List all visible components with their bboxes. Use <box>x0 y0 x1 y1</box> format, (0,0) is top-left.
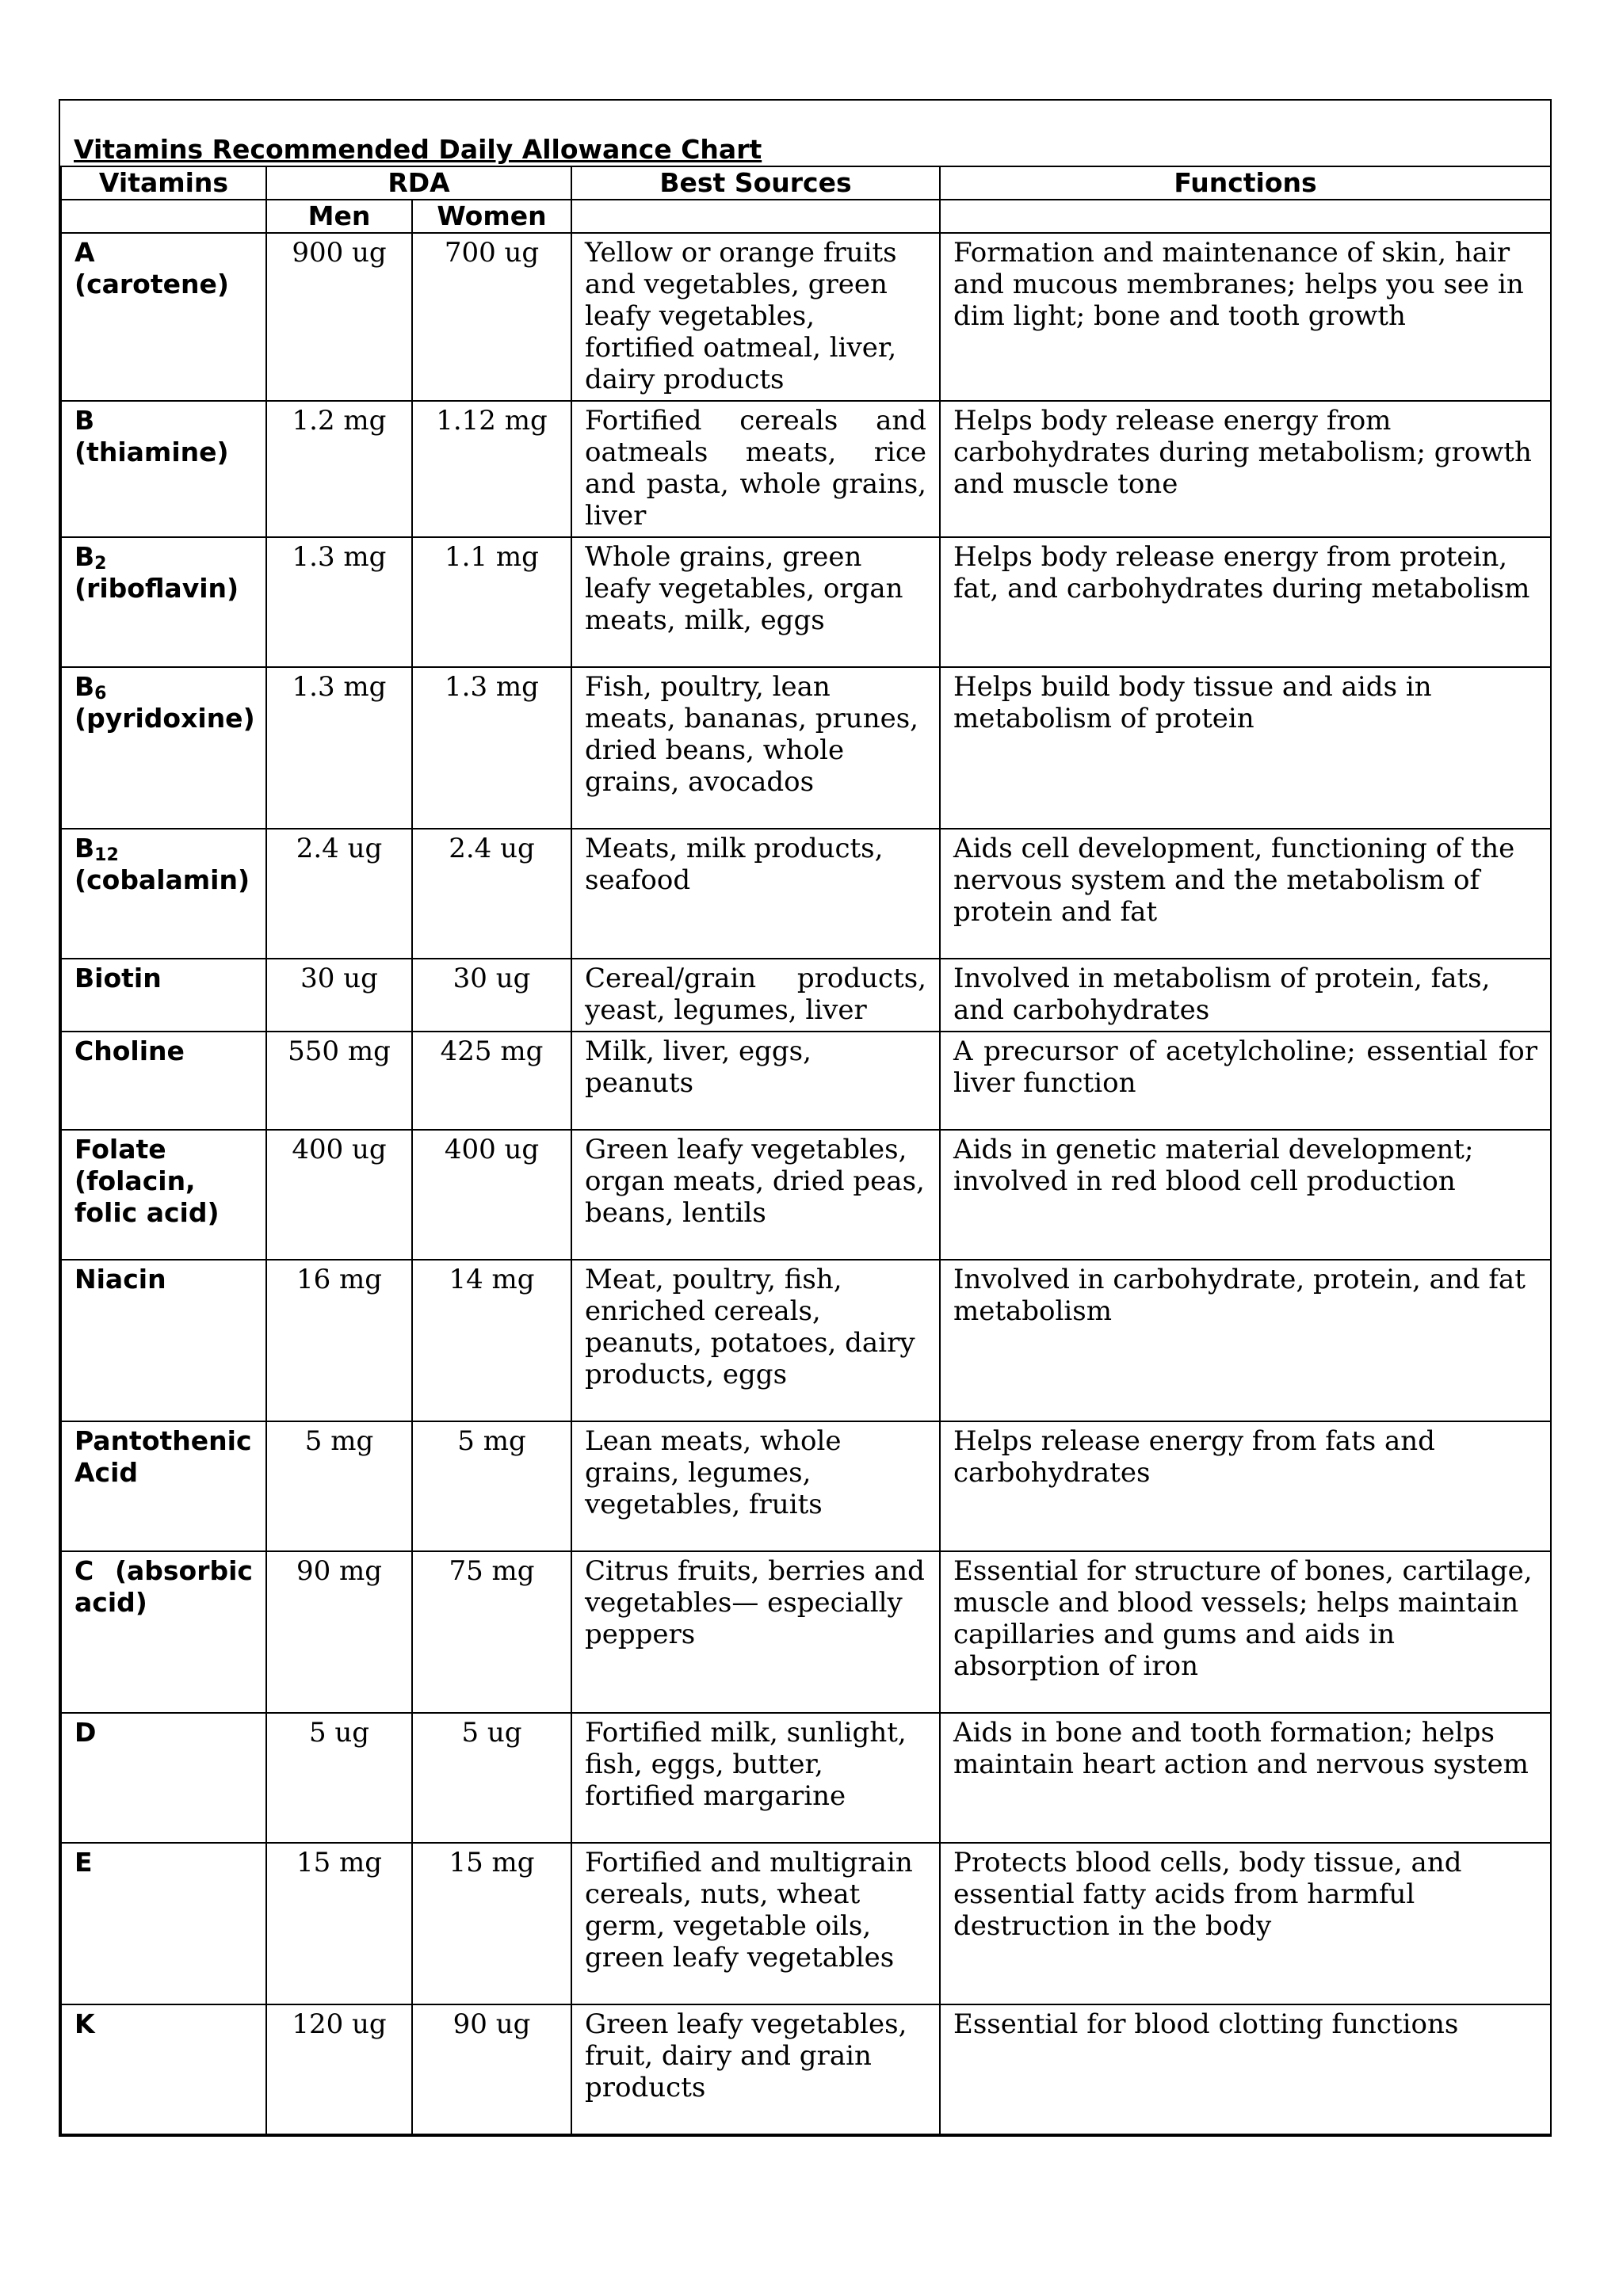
rda-women: 2.4 ug <box>412 829 571 959</box>
rda-women: 90 ug <box>412 2004 571 2134</box>
best-sources: Citrus fruits, berries and vegetables— especially peppers <box>571 1551 940 1713</box>
rda-men: 1.3 mg <box>266 537 412 667</box>
rda-men: 5 mg <box>266 1421 412 1551</box>
functions: Protects blood cells, body tissue, and essential fatty acids from harmful destruction in the body <box>940 1843 1551 2004</box>
vitamin-name: Niacin <box>61 1260 266 1421</box>
rda-women: 5 ug <box>412 1713 571 1843</box>
rda-men: 550 mg <box>266 1032 412 1130</box>
functions: Essential for blood clotting functions <box>940 2004 1551 2134</box>
vitamin-name: Biotin <box>61 959 266 1032</box>
header-row <box>61 166 1551 200</box>
vitamin-name: Pantothenic Acid <box>61 1421 266 1551</box>
header-rda: RDA <box>266 166 571 200</box>
rda-women: 1.1 mg <box>412 537 571 667</box>
subheader-empty <box>61 200 266 233</box>
vitamin-name <box>61 537 266 667</box>
chart-title: Vitamins Recommended Daily Allowance Chart <box>61 101 1551 166</box>
vitamins-table <box>60 101 1552 2135</box>
rda-women: 1.3 mg <box>412 667 571 829</box>
table-row <box>61 1032 1551 1130</box>
rda-women: 1.12 mg <box>412 401 571 537</box>
rda-men: 400 ug <box>266 1130 412 1260</box>
best-sources: Meat, poultry, fish, enriched cereals, peanuts, potatoes, dairy products, eggs <box>571 1260 940 1421</box>
vitamin-chemical-name: (pyridoxine) <box>74 703 255 734</box>
table-row <box>61 1421 1551 1551</box>
functions: Aids in genetic material development; involved in red blood cell production <box>940 1130 1551 1260</box>
rda-men: 120 ug <box>266 2004 412 2134</box>
subheader-empty <box>940 200 1551 233</box>
vitamin-subscript: 2 <box>94 554 107 574</box>
best-sources: Fortified cereals and oatmeals meats, rice and pasta, whole grains, liver <box>571 401 940 537</box>
rda-women: 75 mg <box>412 1551 571 1713</box>
best-sources: Fortified and multigrain cereals, nuts, wheat germ, vegetable oils, green leafy vegetables <box>571 1843 940 2004</box>
vitamin-name: Folate (folacin, folic acid) <box>61 1130 266 1260</box>
best-sources: Yellow or orange fruits and vegetables, green leafy vegetables, fortified oatmeal, liver, dairy products <box>571 233 940 401</box>
rda-women: 14 mg <box>412 1260 571 1421</box>
header-women: Women <box>412 200 571 233</box>
vitamin-chemical-name: (riboflavin) <box>74 573 239 604</box>
vitamin-name <box>61 667 266 829</box>
rda-men: 900 ug <box>266 233 412 401</box>
table-row <box>61 233 1551 401</box>
table-row <box>61 2004 1551 2134</box>
rda-men: 90 mg <box>266 1551 412 1713</box>
header-men: Men <box>266 200 412 233</box>
table-row <box>61 1130 1551 1260</box>
vitamin-name: B (thiamine) <box>61 401 266 537</box>
rda-men: 1.2 mg <box>266 401 412 537</box>
functions: A precursor of acetylcholine; essential for liver function <box>940 1032 1551 1130</box>
best-sources: Milk, liver, eggs, peanuts <box>571 1032 940 1130</box>
vitamin-subscript: 12 <box>94 845 119 865</box>
functions: Helps body release energy from carbohydrates during metabolism; growth and muscle tone <box>940 401 1551 537</box>
rda-women: 425 mg <box>412 1032 571 1130</box>
functions: Formation and maintenance of skin, hair and mucous membranes; helps you see in dim light; bone and tooth growth <box>940 233 1551 401</box>
vitamin-name: E <box>61 1843 266 2004</box>
rda-men: 30 ug <box>266 959 412 1032</box>
rda-women: 400 ug <box>412 1130 571 1260</box>
rda-men: 15 mg <box>266 1843 412 2004</box>
rda-women: 30 ug <box>412 959 571 1032</box>
vitamin-letter: B <box>74 833 95 864</box>
header-functions: Functions <box>940 166 1551 200</box>
best-sources: Meats, milk products, seafood <box>571 829 940 959</box>
vitamin-name: A (carotene) <box>61 233 266 401</box>
functions: Aids in bone and tooth formation; helps maintain heart action and nervous system <box>940 1713 1551 1843</box>
rda-women: 15 mg <box>412 1843 571 2004</box>
table-row <box>61 1551 1551 1713</box>
functions: Helps release energy from fats and carbohydrates <box>940 1421 1551 1551</box>
best-sources: Green leafy vegetables, organ meats, dried peas, beans, lentils <box>571 1130 940 1260</box>
functions: Involved in metabolism of protein, fats, and carbohydrates <box>940 959 1551 1032</box>
best-sources: Fortified milk, sunlight, fish, eggs, butter, fortified margarine <box>571 1713 940 1843</box>
rda-men: 1.3 mg <box>266 667 412 829</box>
best-sources: Whole grains, green leafy vegetables, organ meats, milk, eggs <box>571 537 940 667</box>
vitamin-chemical-name: (cobalamin) <box>74 864 250 895</box>
table-row <box>61 667 1551 829</box>
table-row <box>61 1843 1551 2004</box>
rda-women: 700 ug <box>412 233 571 401</box>
vitamin-letter: B <box>74 541 95 572</box>
best-sources: Fish, poultry, lean meats, bananas, prunes, dried beans, whole grains, avocados <box>571 667 940 829</box>
functions: Helps build body tissue and aids in metabolism of protein <box>940 667 1551 829</box>
header-vitamins: Vitamins <box>61 166 266 200</box>
vitamin-subscript: 6 <box>94 684 107 704</box>
table-row <box>61 401 1551 537</box>
functions: Essential for structure of bones, cartilage, muscle and blood vessels; helps maintain capillaries and gums and aids in absorption of iron <box>940 1551 1551 1713</box>
vitamin-name <box>61 829 266 959</box>
table-row <box>61 1260 1551 1421</box>
table-row <box>61 959 1551 1032</box>
table-row <box>61 1713 1551 1843</box>
header-best-sources: Best Sources <box>571 166 940 200</box>
rda-chart-document <box>59 99 1552 2137</box>
vitamin-letter: B <box>74 671 95 702</box>
best-sources: Cereal/grain products, yeast, legumes, liver <box>571 959 940 1032</box>
vitamin-name: C (absorbic acid) <box>61 1551 266 1713</box>
vitamin-name: D <box>61 1713 266 1843</box>
vitamin-name: Choline <box>61 1032 266 1130</box>
rda-men: 2.4 ug <box>266 829 412 959</box>
subheader-row <box>61 200 1551 233</box>
table-row <box>61 829 1551 959</box>
functions: Involved in carbohydrate, protein, and fat metabolism <box>940 1260 1551 1421</box>
rda-men: 16 mg <box>266 1260 412 1421</box>
table-row <box>61 537 1551 667</box>
functions: Aids cell development, functioning of the nervous system and the metabolism of protein and fat <box>940 829 1551 959</box>
rda-men: 5 ug <box>266 1713 412 1843</box>
best-sources: Green leafy vegetables, fruit, dairy and grain products <box>571 2004 940 2134</box>
rda-women: 5 mg <box>412 1421 571 1551</box>
functions: Helps body release energy from protein, fat, and carbohydrates during metabolism <box>940 537 1551 667</box>
best-sources: Lean meats, whole grains, legumes, vegetables, fruits <box>571 1421 940 1551</box>
vitamin-name: K <box>61 2004 266 2134</box>
subheader-empty <box>571 200 940 233</box>
title-row <box>61 101 1551 166</box>
